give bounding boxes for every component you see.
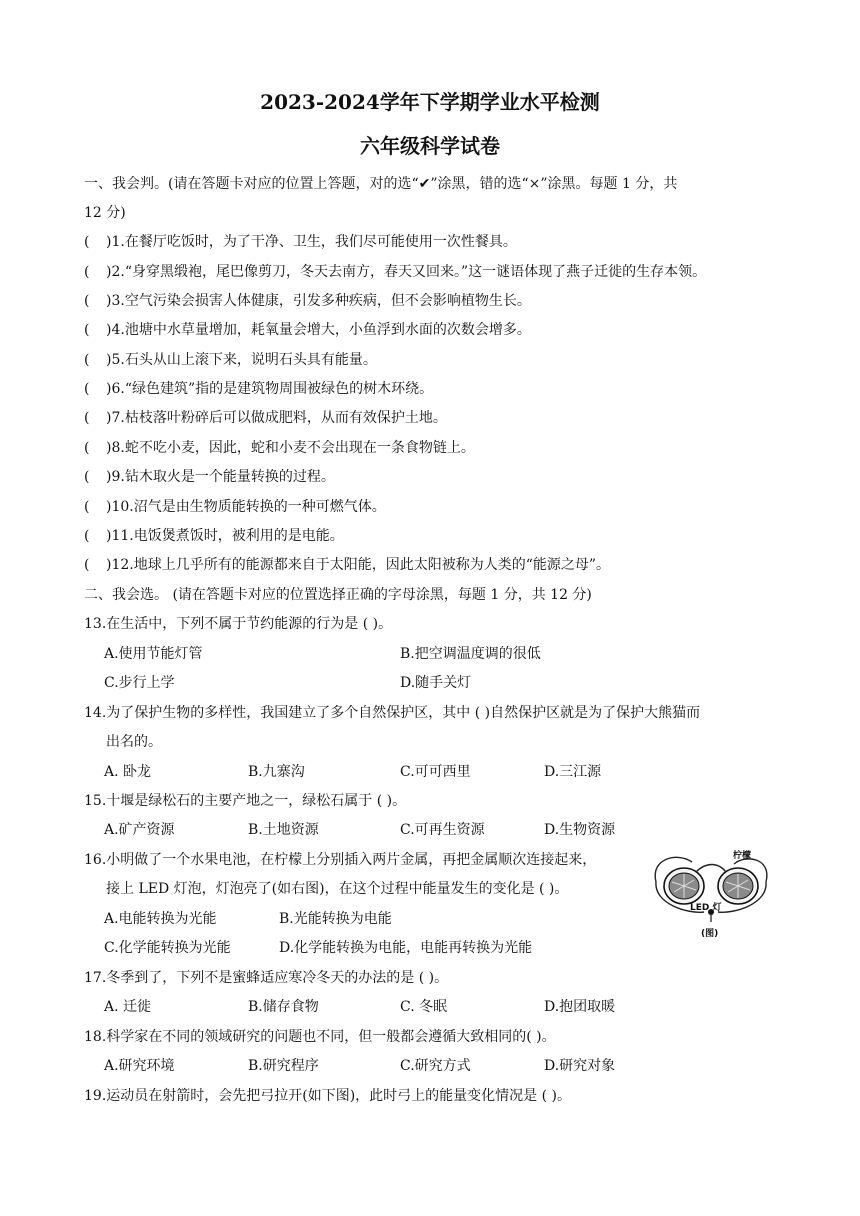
- question-18-option-d: D.研究对象: [544, 1058, 616, 1074]
- question-15-option-a: A.矿产资源: [104, 822, 175, 838]
- judge-item: ( )1.在餐厅吃饭时，为了干净、卫生，我们尽可能使用一次性餐具。: [84, 234, 517, 250]
- lemon-battery-figure: [648, 848, 774, 940]
- question-13-option-a: A.使用节能灯管: [104, 646, 203, 662]
- question-18-option-c: C.研究方式: [400, 1058, 471, 1074]
- judge-item: ( )9.钻木取火是一个能量转换的过程。: [84, 469, 335, 485]
- question-19-stem: 19.运动员在射箭时，会先把弓拉开(如下图)，此时弓上的能量变化情况是 ( )。: [84, 1088, 572, 1104]
- judge-item: ( )10.沼气是由生物质能转换的一种可燃气体。: [84, 499, 386, 515]
- question-15-option-b: B.土地资源: [248, 822, 319, 838]
- judge-item: ( )11.电饭煲煮饭时，被利用的是电能。: [84, 528, 344, 544]
- figure-caption: (图): [701, 929, 719, 939]
- question-14-option-a: A. 卧龙: [104, 764, 152, 780]
- figure-label-led: LED 灯: [690, 903, 722, 913]
- question-16-stem-cont: 接上 LED 灯泡，灯泡亮了(如右图)，在这个过程中能量发生的变化是 ( )。: [106, 881, 569, 897]
- question-16-option-c: C.化学能转换为光能: [104, 940, 231, 956]
- question-17-option-b: B.储存食物: [248, 999, 319, 1015]
- question-18-option-b: B.研究程序: [248, 1058, 319, 1074]
- question-18-option-a: A.研究环境: [104, 1058, 175, 1074]
- judge-item: ( )4.池塘中水草量增加，耗氧量会增大，小鱼浮到水面的次数会增多。: [84, 322, 531, 338]
- judge-item: ( )2.“身穿黑缎袍，尾巴像剪刀，冬天去南方，春天又回来。”这一谜语体现了燕子迁徙的生存本领。: [84, 264, 707, 280]
- judge-item: ( )3.空气污染会损害人体健康，引发多种疾病，但不会影响植物生长。: [84, 293, 531, 309]
- question-13-option-c: C.步行上学: [104, 675, 175, 691]
- question-13-option-b: B.把空调温度调的很低: [400, 646, 541, 662]
- figure-label-lemon: 柠檬: [733, 851, 752, 861]
- question-16-stem: 16.小明做了一个水果电池，在柠檬上分别插入两片金属，再把金属顺次连接起来，: [84, 852, 597, 868]
- question-14-stem: 14.为了保护生物的多样性，我国建立了多个自然保护区，其中 ( )自然保护区就是为了保护大熊猫而: [84, 705, 701, 721]
- section2-heading: 二、我会选。 (请在答题卡对应的位置选择正确的字母涂黑，每题 1 分，共 12 分): [84, 587, 592, 603]
- question-14-stem-cont: 出名的。: [106, 734, 162, 750]
- question-16-option-d: D.化学能转换为电能，电能再转换为光能: [279, 940, 533, 956]
- judge-item: ( )6.“绿色建筑”指的是建筑物周围被绿色的树木环绕。: [84, 381, 434, 397]
- question-13-option-d: D.随手关灯: [400, 675, 472, 691]
- question-15-option-c: C.可再生资源: [400, 822, 485, 838]
- question-18-stem: 18.科学家在不同的领域研究的问题也不同，但一般都会遵循大致相同的( )。: [84, 1029, 556, 1045]
- section1-heading-cont: 12 分): [84, 205, 126, 221]
- question-14-option-d: D.三江源: [544, 764, 602, 780]
- question-14-option-c: C.可可西里: [400, 764, 471, 780]
- judge-item: ( )7.枯枝落叶粉碎后可以做成肥料，从而有效保护土地。: [84, 410, 447, 426]
- question-17-option-a: A. 迁徙: [104, 999, 152, 1015]
- question-13-stem: 13.在生活中，下列不属于节约能源的行为是 ( )。: [84, 616, 393, 632]
- question-16-option-b: B.光能转换为电能: [279, 911, 392, 927]
- exam-title: 2023-2024学年下学期学业水平检测: [260, 90, 600, 114]
- question-16-option-a: A.电能转换为光能: [104, 911, 217, 927]
- judge-item: ( )5.石头从山上滚下来，说明石头具有能量。: [84, 352, 377, 368]
- exam-subtitle: 六年级科学试卷: [360, 134, 500, 158]
- question-17-option-d: D.抱团取暖: [544, 999, 616, 1015]
- lemon-battery-illustration: [648, 848, 774, 940]
- judge-item: ( )8.蛇不吃小麦，因此，蛇和小麦不会出现在一条食物链上。: [84, 440, 475, 456]
- question-15-option-d: D.生物资源: [544, 822, 616, 838]
- question-17-stem: 17.冬季到了，下列不是蜜蜂适应寒冷冬天的办法的是 ( )。: [84, 970, 449, 986]
- question-15-stem: 15.十堰是绿松石的主要产地之一，绿松石属于 ( )。: [84, 793, 407, 809]
- judge-item: ( )12.地球上几乎所有的能源都来自于太阳能，因此太阳被称为人类的“能源之母”。: [84, 557, 611, 573]
- question-14-option-b: B.九寨沟: [248, 764, 305, 780]
- question-17-option-c: C. 冬眠: [400, 999, 448, 1015]
- section1-heading: 一、我会判。(请在答题卡对应的位置上答题，对的选“✔”涂黑，错的选“×”涂黑。每题 1 分，共: [84, 176, 678, 192]
